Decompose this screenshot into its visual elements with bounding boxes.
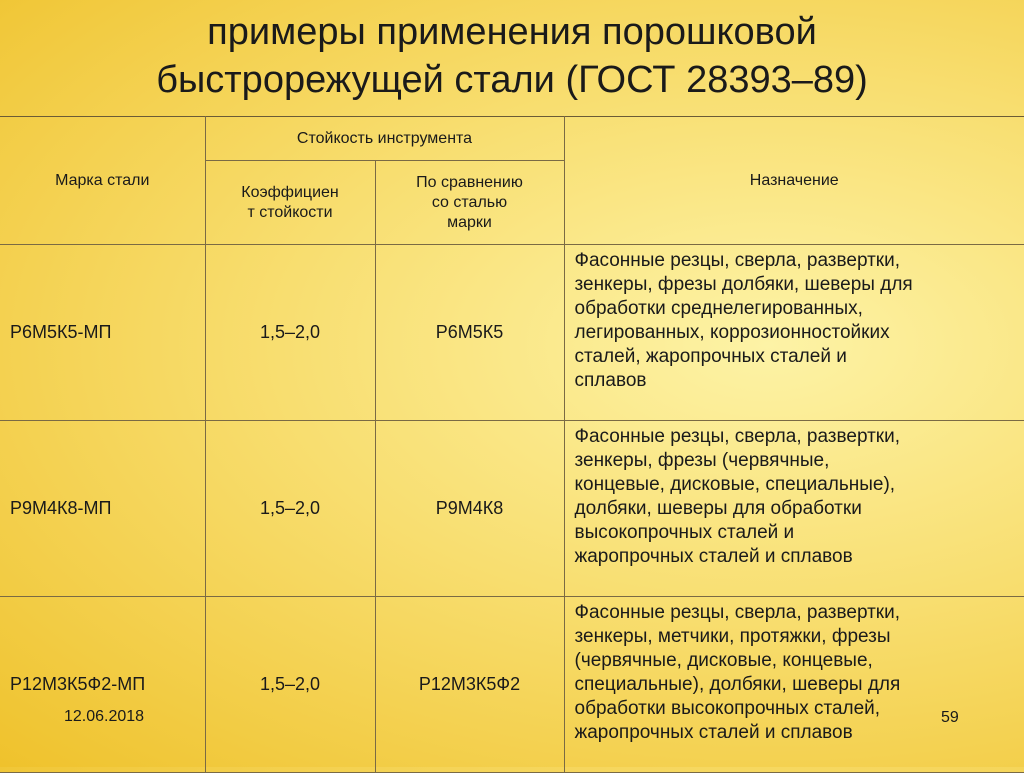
header-row-1 <box>0 117 1024 161</box>
purpose-line: высокопрочных сталей и <box>575 521 1024 545</box>
header-comparison-line-1: По сравнению <box>376 173 564 193</box>
header-coefficient-line-2: т стойкости <box>206 203 375 223</box>
purpose-line: зенкеры, метчики, протяжки, фрезы <box>575 625 1024 649</box>
purpose-line: Фасонные резцы, сверла, развертки, <box>575 425 1024 449</box>
purpose-line: долбяки, шеверы для обработки <box>575 497 1024 521</box>
header-tool-life: Стойкость инструмента <box>205 117 564 161</box>
coefficient-cell: 1,5–2,0 <box>205 245 375 421</box>
purpose-line: (червячные, дисковые, концевые, <box>575 649 1024 673</box>
slide-date: 12.06.2018 <box>64 708 144 726</box>
comparison-grade-cell: Р12М3К5Ф2 <box>375 597 564 773</box>
table-row <box>0 597 1024 773</box>
header-steel-grade: Марка стали <box>0 117 205 245</box>
purpose-line: легированных, коррозионностойких <box>575 321 1024 345</box>
header-comparison-line-3: марки <box>376 213 564 233</box>
comparison-grade-cell: Р9М4К8 <box>375 421 564 597</box>
header-comparison <box>375 161 564 245</box>
purpose-cell <box>564 597 1024 773</box>
purpose-line: жаропрочных сталей и сплавов <box>575 721 1024 745</box>
purpose-line: зенкеры, фрезы долбяки, шеверы для <box>575 273 1024 297</box>
purpose-line: концевые, дисковые, специальные), <box>575 473 1024 497</box>
slide-title <box>0 0 1024 112</box>
purpose-line: Фасонные резцы, сверла, развертки, <box>575 249 1024 273</box>
coefficient-cell: 1,5–2,0 <box>205 597 375 773</box>
steel-applications-table <box>0 116 1024 773</box>
purpose-line: обработки среднелегированных, <box>575 297 1024 321</box>
steel-grade-cell: Р6М5К5-МП <box>0 245 205 421</box>
steel-grade-cell: Р12М3К5Ф2-МП <box>0 597 205 773</box>
slide-page-number: 59 <box>941 709 959 727</box>
purpose-cell <box>564 245 1024 421</box>
coefficient-cell: 1,5–2,0 <box>205 421 375 597</box>
purpose-line: сталей, жаропрочных сталей и <box>575 345 1024 369</box>
header-purpose: Назначение <box>564 117 1024 245</box>
header-coefficient <box>205 161 375 245</box>
header-comparison-line-2: со сталью <box>376 193 564 213</box>
comparison-grade-cell: Р6М5К5 <box>375 245 564 421</box>
purpose-cell <box>564 421 1024 597</box>
table-row <box>0 421 1024 597</box>
table-row <box>0 245 1024 421</box>
purpose-line: Фасонные резцы, сверла, развертки, <box>575 601 1024 625</box>
title-line-2: быстрорежущей стали (ГОСТ 28393–89) <box>0 56 1024 104</box>
purpose-line: жаропрочных сталей и сплавов <box>575 545 1024 569</box>
title-line-1: примеры применения порошковой <box>0 8 1024 56</box>
purpose-line: обработки высокопрочных сталей, <box>575 697 1024 721</box>
steel-grade-cell: Р9М4К8-МП <box>0 421 205 597</box>
purpose-line: специальные), долбяки, шеверы для <box>575 673 1024 697</box>
purpose-line: сплавов <box>575 369 1024 393</box>
purpose-line: зенкеры, фрезы (червячные, <box>575 449 1024 473</box>
header-coefficient-line-1: Коэффициен <box>206 183 375 203</box>
